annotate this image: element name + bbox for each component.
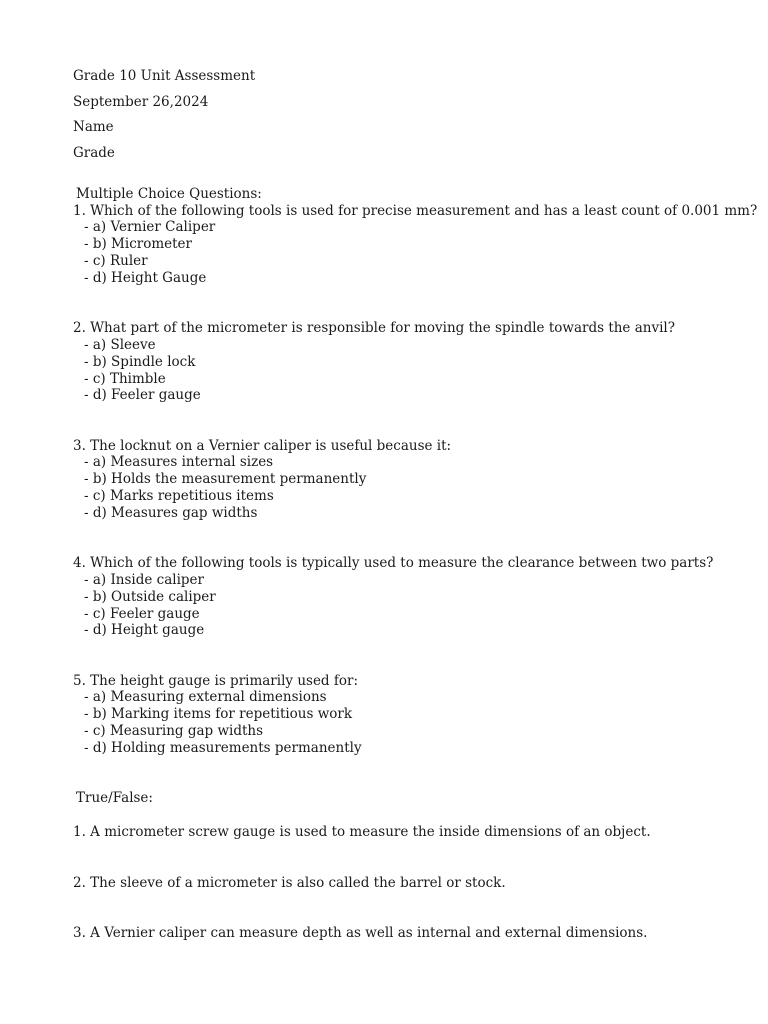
true-false-heading: True/False: (76, 790, 153, 806)
assessment-date: September 26,2024 (73, 94, 209, 110)
true-false-statement-1: 1. A micrometer screw gauge is used to measure the inside dimensions of an object. (73, 824, 651, 840)
question-4-option-c: - c) Feeler gauge (84, 606, 200, 622)
question-4-option-b: - b) Outside caliper (84, 589, 216, 605)
mcq-heading: Multiple Choice Questions: (76, 186, 262, 202)
true-false-statement-2: 2. The sleeve of a micrometer is also called the barrel or stock. (73, 875, 506, 891)
question-3-option-a: - a) Measures internal sizes (84, 454, 274, 470)
question-1: 1. Which of the following tools is used for precise measurement and has a least count of 0.001 mm? (73, 203, 758, 219)
question-1-option-b: - b) Micrometer (84, 236, 192, 252)
question-5-option-b: - b) Marking items for repetitious work (84, 706, 353, 722)
question-2: 2. What part of the micrometer is responsible for moving the spindle towards the anvil? (73, 320, 675, 336)
question-1-option-c: - c) Ruler (84, 253, 148, 269)
question-2-option-c: - c) Thimble (84, 371, 166, 387)
true-false-statement-3: 3. A Vernier caliper can measure depth as well as internal and external dimensions. (73, 925, 648, 941)
question-3-option-b: - b) Holds the measurement permanently (84, 471, 367, 487)
name-label: Name (73, 119, 114, 135)
question-1-option-a: - a) Vernier Caliper (84, 219, 216, 235)
question-2-option-a: - a) Sleeve (84, 337, 156, 353)
question-4: 4. Which of the following tools is typically used to measure the clearance between two parts? (73, 555, 714, 571)
question-1-option-d: - d) Height Gauge (84, 270, 207, 286)
question-5: 5. The height gauge is primarily used for: (73, 673, 358, 689)
grade-label: Grade (73, 145, 115, 161)
question-3-option-c: - c) Marks repetitious items (84, 488, 274, 504)
question-5-option-a: - a) Measuring external dimensions (84, 689, 327, 705)
question-5-option-c: - c) Measuring gap widths (84, 723, 264, 739)
question-3-option-d: - d) Measures gap widths (84, 505, 258, 521)
question-4-option-a: - a) Inside caliper (84, 572, 204, 588)
question-3: 3. The locknut on a Vernier caliper is useful because it: (73, 438, 452, 454)
question-5-option-d: - d) Holding measurements permanently (84, 740, 362, 756)
question-4-option-d: - d) Height gauge (84, 622, 205, 638)
question-2-option-d: - d) Feeler gauge (84, 387, 201, 403)
assessment-title: Grade 10 Unit Assessment (73, 68, 256, 84)
question-2-option-b: - b) Spindle lock (84, 354, 196, 370)
